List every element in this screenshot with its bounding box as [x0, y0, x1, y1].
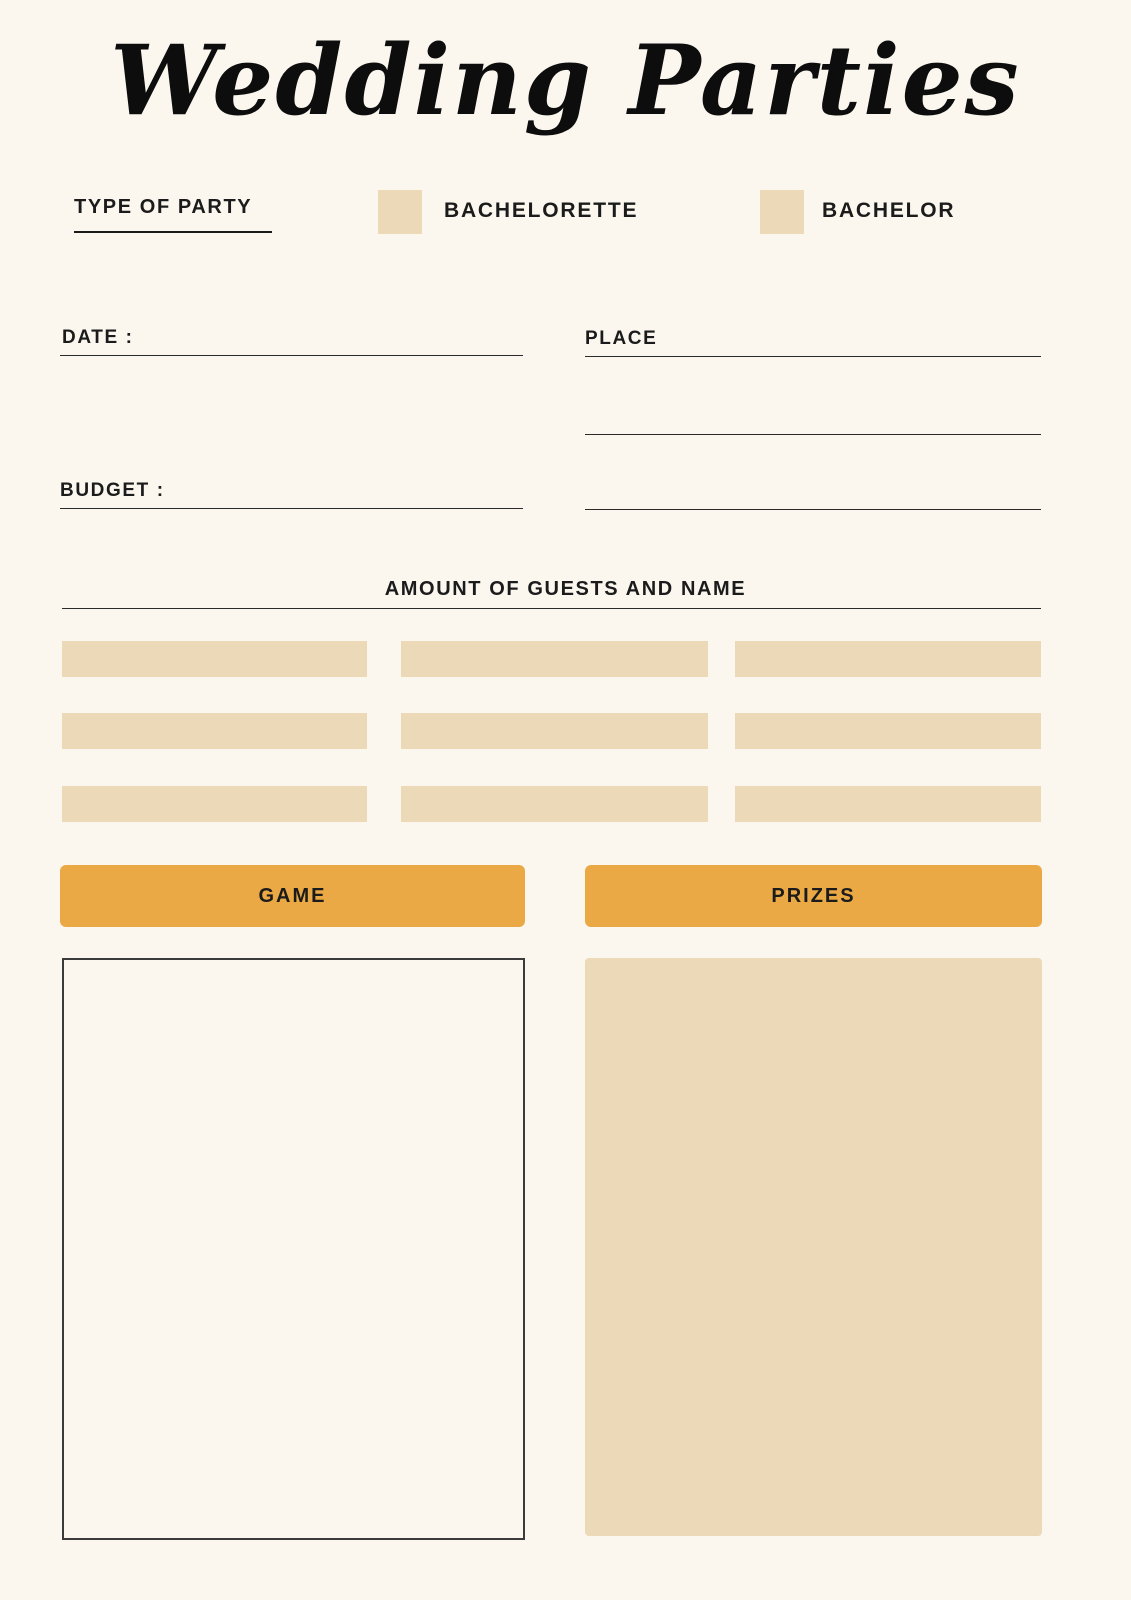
place-input-line-2[interactable] — [585, 434, 1041, 435]
game-notes-panel[interactable] — [62, 958, 525, 1540]
guest-field[interactable] — [401, 786, 708, 822]
guests-section-title: AMOUNT OF GUESTS AND NAME — [384, 578, 747, 600]
date-label: DATE : — [62, 327, 134, 348]
prizes-section-header: PRIZES — [585, 865, 1042, 927]
guest-field[interactable] — [735, 713, 1041, 749]
place-input-line-1[interactable] — [585, 356, 1041, 357]
date-input-line[interactable] — [60, 355, 523, 356]
guest-field[interactable] — [735, 641, 1041, 677]
prizes-notes-panel[interactable] — [585, 958, 1042, 1536]
guest-field[interactable] — [401, 713, 708, 749]
option-label-bachelor: BACHELOR — [822, 199, 956, 222]
guests-title-underline — [62, 608, 1041, 609]
guest-field[interactable] — [735, 786, 1041, 822]
page-title: Wedding Parties — [110, 24, 1021, 137]
budget-input-line[interactable] — [60, 508, 523, 509]
party-type-label: TYPE OF PARTY — [74, 196, 272, 233]
guest-field[interactable] — [62, 786, 367, 822]
party-type-row — [62, 190, 1069, 238]
guest-field[interactable] — [62, 713, 367, 749]
budget-label: BUDGET : — [60, 480, 165, 501]
checkbox-bachelorette[interactable] — [378, 190, 422, 234]
checkbox-bachelor[interactable] — [760, 190, 804, 234]
guest-field[interactable] — [401, 641, 708, 677]
option-label-bachelorette: BACHELORETTE — [444, 199, 639, 222]
guest-field[interactable] — [62, 641, 367, 677]
place-label: PLACE — [585, 328, 658, 349]
place-input-line-3[interactable] — [585, 509, 1041, 510]
game-section-header: GAME — [60, 865, 525, 927]
